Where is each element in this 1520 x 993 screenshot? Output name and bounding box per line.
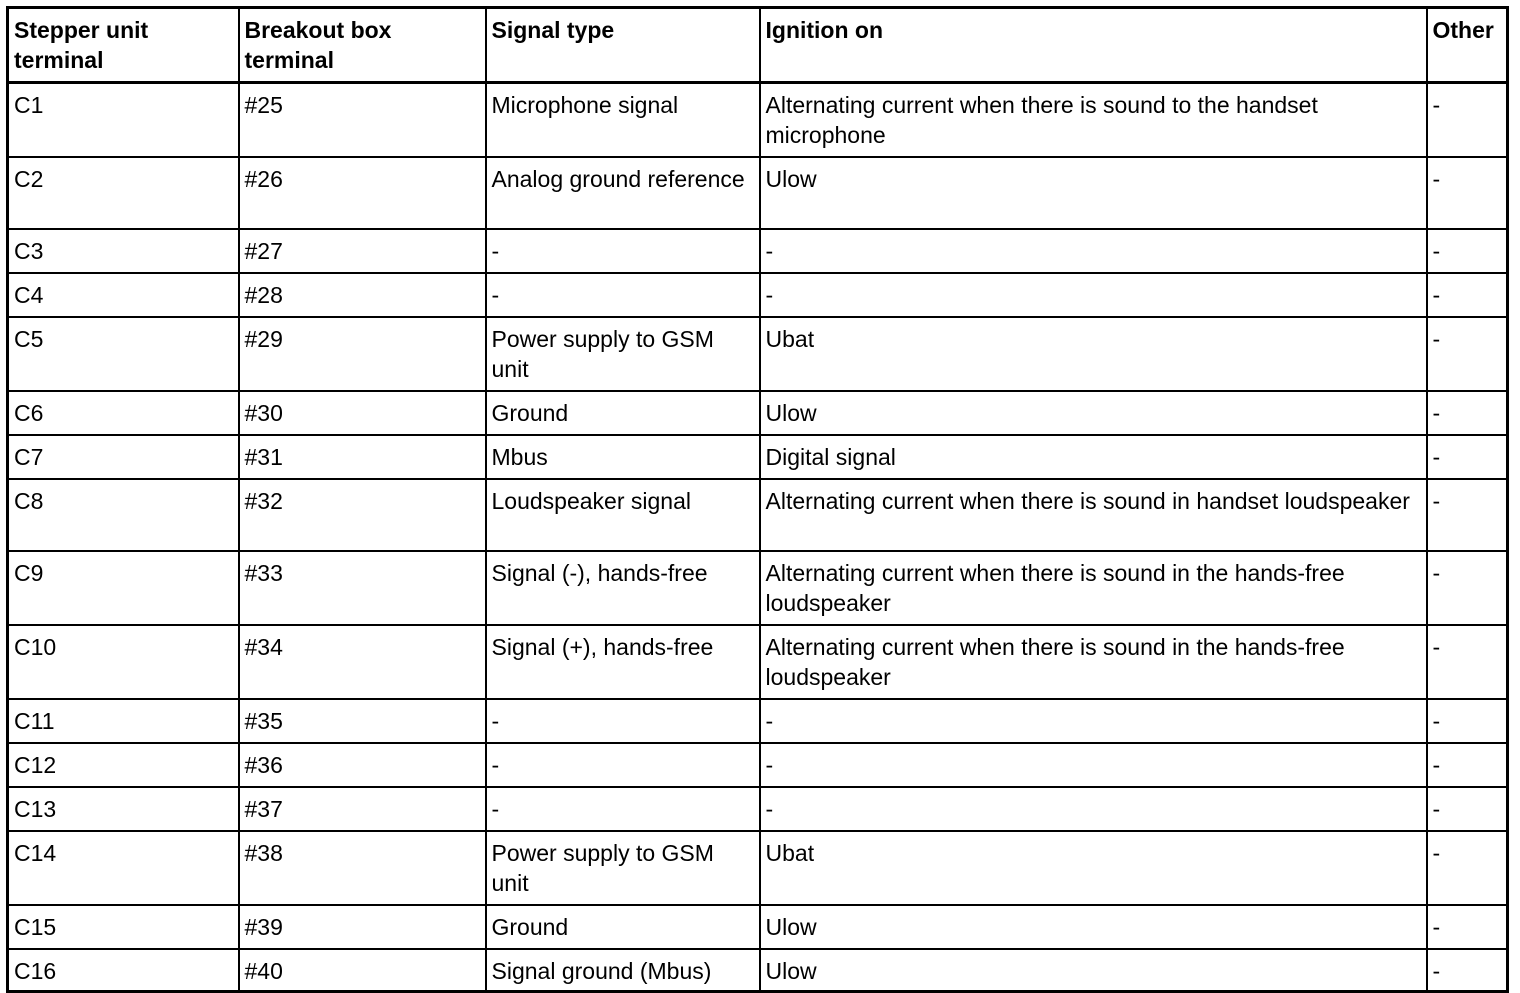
cell-breakout-terminal: #28 <box>239 273 486 317</box>
cell-stepper-terminal: C9 <box>8 551 239 625</box>
header-stepper-terminal: Stepper unit terminal <box>8 8 239 83</box>
cell-other: - <box>1427 905 1508 949</box>
cell-breakout-terminal: #35 <box>239 699 486 743</box>
table-row <box>8 391 1508 435</box>
cell-signal-type: Signal ground (Mbus) <box>486 949 760 991</box>
table-row <box>8 83 1508 158</box>
cell-signal-type: - <box>486 229 760 273</box>
cell-breakout-terminal: #37 <box>239 787 486 831</box>
cell-stepper-terminal: C10 <box>8 625 239 699</box>
cell-other: - <box>1427 787 1508 831</box>
cell-breakout-terminal: #38 <box>239 831 486 905</box>
cell-stepper-terminal: C8 <box>8 479 239 551</box>
cell-ignition-on: Alternating current when there is sound in the hands-free loudspeaker <box>760 625 1427 699</box>
cell-ignition-on: Ulow <box>760 905 1427 949</box>
cell-other: - <box>1427 743 1508 787</box>
cell-signal-type: Loudspeaker signal <box>486 479 760 551</box>
cell-breakout-terminal: #39 <box>239 905 486 949</box>
header-signal-type: Signal type <box>486 8 760 83</box>
cell-stepper-terminal: C13 <box>8 787 239 831</box>
header-ignition-on: Ignition on <box>760 8 1427 83</box>
cell-signal-type: Analog ground reference <box>486 157 760 229</box>
cell-signal-type: Ground <box>486 905 760 949</box>
cell-ignition-on: - <box>760 787 1427 831</box>
cell-breakout-terminal: #26 <box>239 157 486 229</box>
cell-other: - <box>1427 157 1508 229</box>
cell-breakout-terminal: #30 <box>239 391 486 435</box>
cell-signal-type: - <box>486 699 760 743</box>
cell-stepper-terminal: C4 <box>8 273 239 317</box>
cell-other: - <box>1427 83 1508 158</box>
cell-other: - <box>1427 551 1508 625</box>
cell-other: - <box>1427 317 1508 391</box>
table-row <box>8 625 1508 699</box>
cell-other: - <box>1427 479 1508 551</box>
cell-other: - <box>1427 949 1508 991</box>
table-body <box>8 83 1508 992</box>
cell-ignition-on: Ulow <box>760 157 1427 229</box>
cell-ignition-on: - <box>760 229 1427 273</box>
header-row <box>8 8 1508 83</box>
cell-stepper-terminal: C3 <box>8 229 239 273</box>
cell-stepper-terminal: C14 <box>8 831 239 905</box>
cell-signal-type: - <box>486 743 760 787</box>
cell-ignition-on: - <box>760 273 1427 317</box>
cell-breakout-terminal: #29 <box>239 317 486 391</box>
header-other: Other <box>1427 8 1508 83</box>
cell-signal-type: Power supply to GSM unit <box>486 317 760 391</box>
cell-other: - <box>1427 391 1508 435</box>
table-row <box>8 787 1508 831</box>
cell-ignition-on: Digital signal <box>760 435 1427 479</box>
cell-breakout-terminal: #36 <box>239 743 486 787</box>
cell-ignition-on: Alternating current when there is sound in the hands-free loudspeaker <box>760 551 1427 625</box>
cell-ignition-on: Alternating current when there is sound in handset loudspeaker <box>760 479 1427 551</box>
cell-stepper-terminal: C16 <box>8 949 239 991</box>
table-row <box>8 551 1508 625</box>
cell-signal-type: Ground <box>486 391 760 435</box>
cell-ignition-on: Ulow <box>760 391 1427 435</box>
cell-breakout-terminal: #32 <box>239 479 486 551</box>
table-row <box>8 699 1508 743</box>
table-row <box>8 273 1508 317</box>
cell-breakout-terminal: #33 <box>239 551 486 625</box>
cell-stepper-terminal: C6 <box>8 391 239 435</box>
cell-other: - <box>1427 435 1508 479</box>
cell-breakout-terminal: #40 <box>239 949 486 991</box>
cell-signal-type: Microphone signal <box>486 83 760 158</box>
table-row <box>8 229 1508 273</box>
cell-signal-type: - <box>486 273 760 317</box>
cell-stepper-terminal: C5 <box>8 317 239 391</box>
table-row <box>8 831 1508 905</box>
table-row <box>8 743 1508 787</box>
table-row <box>8 157 1508 229</box>
cell-stepper-terminal: C11 <box>8 699 239 743</box>
cell-breakout-terminal: #31 <box>239 435 486 479</box>
table-row <box>8 949 1508 991</box>
cell-signal-type: Mbus <box>486 435 760 479</box>
cell-other: - <box>1427 229 1508 273</box>
cell-signal-type: Signal (+), hands-free <box>486 625 760 699</box>
cell-ignition-on: Alternating current when there is sound to the handset microphone <box>760 83 1427 158</box>
cell-stepper-terminal: C1 <box>8 83 239 158</box>
table-row <box>8 435 1508 479</box>
cell-breakout-terminal: #34 <box>239 625 486 699</box>
table-row <box>8 317 1508 391</box>
table-header <box>8 8 1508 83</box>
cell-other: - <box>1427 831 1508 905</box>
cell-breakout-terminal: #27 <box>239 229 486 273</box>
cell-stepper-terminal: C15 <box>8 905 239 949</box>
table-row <box>8 905 1508 949</box>
cell-stepper-terminal: C7 <box>8 435 239 479</box>
cell-ignition-on: - <box>760 699 1427 743</box>
cell-ignition-on: Ulow <box>760 949 1427 991</box>
cell-breakout-terminal: #25 <box>239 83 486 158</box>
cell-stepper-terminal: C2 <box>8 157 239 229</box>
cell-signal-type: Power supply to GSM unit <box>486 831 760 905</box>
cell-stepper-terminal: C12 <box>8 743 239 787</box>
table-row <box>8 479 1508 551</box>
cell-ignition-on: Ubat <box>760 317 1427 391</box>
cell-other: - <box>1427 699 1508 743</box>
cell-ignition-on: Ubat <box>760 831 1427 905</box>
header-breakout-terminal: Breakout box terminal <box>239 8 486 83</box>
cell-other: - <box>1427 625 1508 699</box>
cell-ignition-on: - <box>760 743 1427 787</box>
cell-signal-type: - <box>486 787 760 831</box>
cell-other: - <box>1427 273 1508 317</box>
terminal-table <box>6 6 1509 993</box>
cell-signal-type: Signal (-), hands-free <box>486 551 760 625</box>
